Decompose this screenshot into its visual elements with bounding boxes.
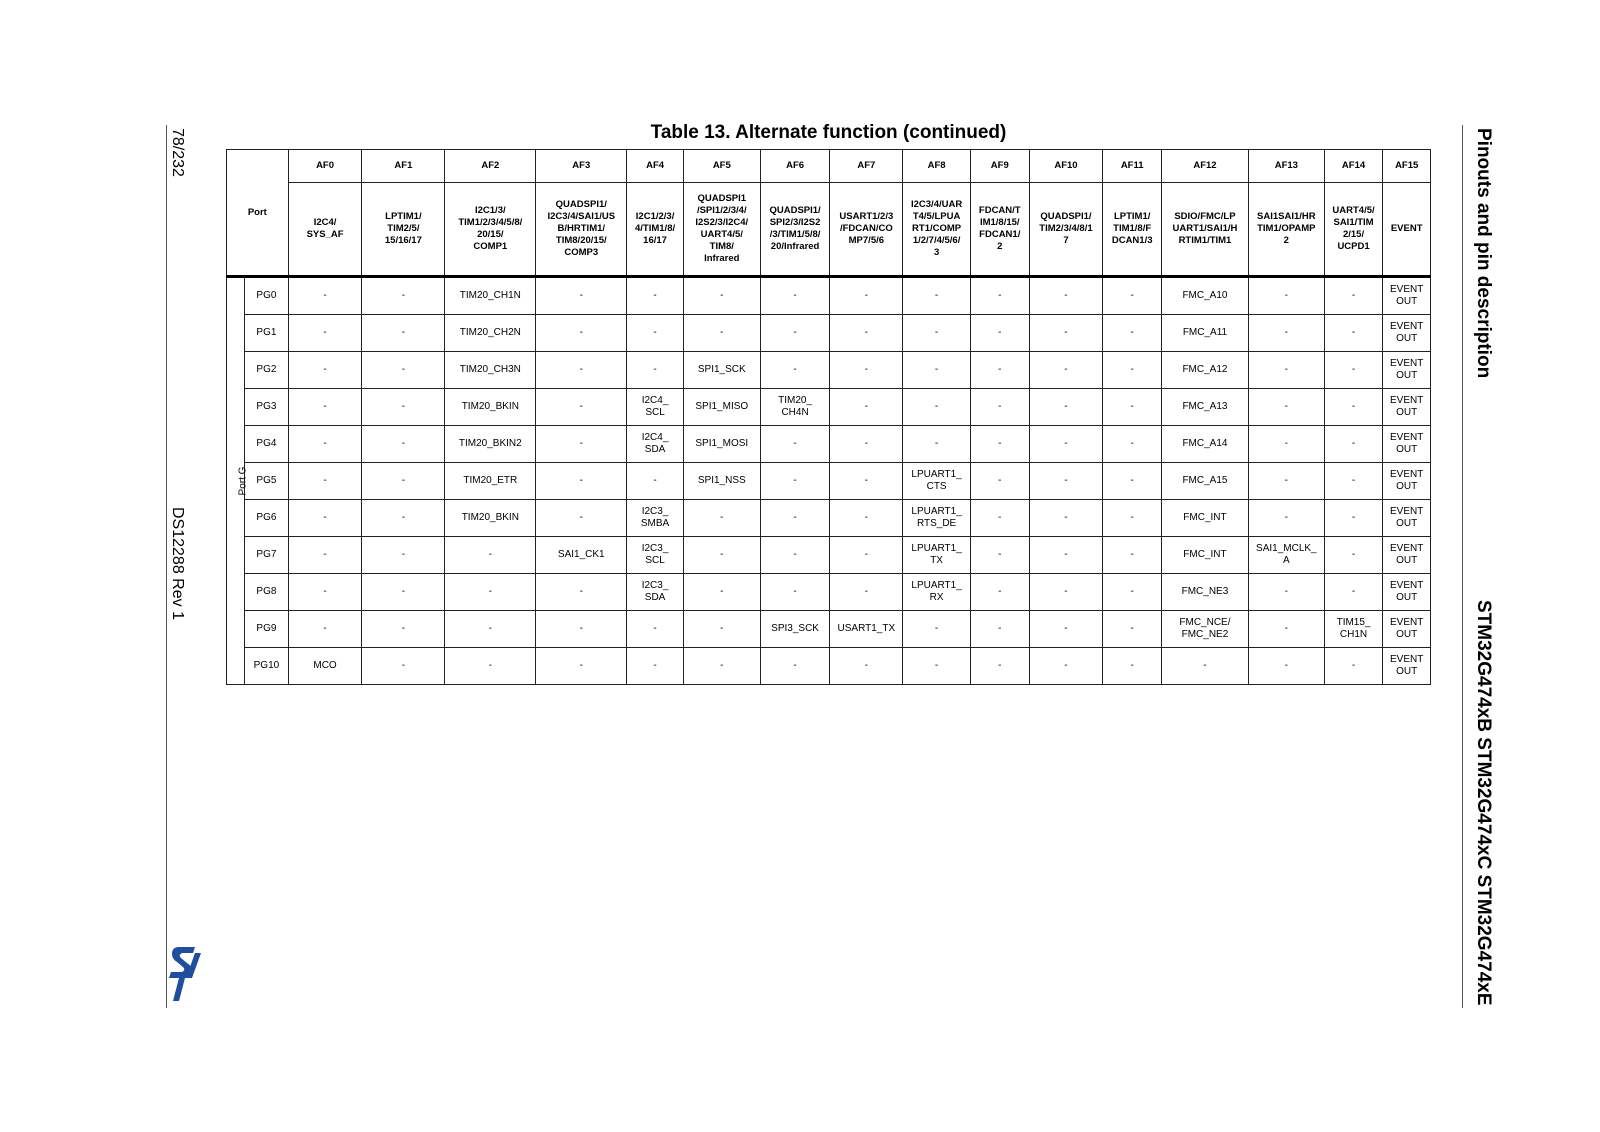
table-cell: - <box>1324 500 1383 537</box>
document-revision: DS12288 Rev 1 <box>169 507 186 620</box>
table-row <box>227 352 1431 389</box>
table-cell: TIM20_BKIN <box>445 389 536 426</box>
table-cell: - <box>830 315 903 352</box>
table-cell: FMC_A12 <box>1161 352 1248 389</box>
table-cell: - <box>362 277 445 315</box>
pin-name: PG1 <box>245 315 288 352</box>
port-group-label <box>227 277 249 685</box>
table-cell: - <box>288 500 362 537</box>
table-cell: - <box>536 611 627 648</box>
table-cell: - <box>1029 611 1103 648</box>
table-cell: I2C3_ SDA <box>627 574 684 611</box>
table-cell: - <box>1248 463 1324 500</box>
table-cell: - <box>445 611 536 648</box>
table-row <box>227 537 1431 574</box>
table-cell: - <box>362 463 445 500</box>
table-cell: - <box>627 352 684 389</box>
af-header-row <box>227 150 1431 183</box>
table-cell: - <box>445 648 536 685</box>
table-title: Table 13. Alternate function (continued) <box>650 122 1007 143</box>
table-row <box>227 426 1431 463</box>
table-cell: SPI1_NSS <box>683 463 760 500</box>
table-cell: I2C3_ SMBA <box>627 500 684 537</box>
table-cell: - <box>683 574 760 611</box>
table-cell: - <box>1029 463 1103 500</box>
table-cell: TIM20_CH1N <box>445 277 536 315</box>
table-cell: - <box>830 277 903 315</box>
table-cell: - <box>288 315 362 352</box>
table-cell: EVENT OUT <box>1383 500 1431 537</box>
function-header-af6: QUADSPI1/ SPI2/3/I2S2 /3/TIM1/5/8/ 20/Infrared <box>760 183 830 277</box>
pin-name: PG3 <box>245 389 288 426</box>
af-header-af2: AF2 <box>445 150 536 183</box>
table-cell: - <box>830 426 903 463</box>
table-cell: FMC_A14 <box>1161 426 1248 463</box>
table-cell: FMC_A10 <box>1161 277 1248 315</box>
table-cell: - <box>288 426 362 463</box>
table-cell: TIM20_ETR <box>445 463 536 500</box>
table-cell: - <box>627 611 684 648</box>
function-header-af2: I2C1/3/ TIM1/2/3/4/5/8/ 20/15/ COMP1 <box>445 183 536 277</box>
pin-name: PG9 <box>245 611 288 648</box>
left-margin-line <box>166 125 167 1008</box>
table-cell: - <box>683 500 760 537</box>
af-header-af0: AF0 <box>288 150 362 183</box>
table-cell: TIM15_ CH1N <box>1324 611 1383 648</box>
function-header-af10: QUADSPI1/ TIM2/3/4/8/1 7 <box>1029 183 1103 277</box>
table-row <box>227 315 1431 352</box>
table-cell: - <box>903 315 971 352</box>
table-cell: - <box>760 574 830 611</box>
table-cell: SPI3_SCK <box>760 611 830 648</box>
table-cell: TIM20_ CH4N <box>760 389 830 426</box>
table-cell: - <box>627 315 684 352</box>
function-header-af0: I2C4/ SYS_AF <box>288 183 362 277</box>
table-cell: - <box>760 648 830 685</box>
table-cell: TIM20_CH2N <box>445 315 536 352</box>
table-cell: - <box>1029 574 1103 611</box>
table-cell: - <box>830 352 903 389</box>
af-header-af4: AF4 <box>627 150 684 183</box>
table-cell: - <box>627 648 684 685</box>
table-cell: - <box>1324 463 1383 500</box>
table-cell: - <box>288 611 362 648</box>
function-header-af12: SDIO/FMC/LP UART1/SAI1/H RTIM1/TIM1 <box>1161 183 1248 277</box>
function-header-row <box>227 183 1431 277</box>
table-cell: - <box>288 277 362 315</box>
table-cell: - <box>362 537 445 574</box>
table-cell: - <box>970 463 1029 500</box>
table-cell: SPI1_SCK <box>683 352 760 389</box>
function-header-af15: EVENT <box>1383 183 1431 277</box>
table-cell: - <box>1103 537 1162 574</box>
function-header-af1: LPTIM1/ TIM2/5/ 15/16/17 <box>362 183 445 277</box>
port-header: Port <box>227 150 289 277</box>
table-cell: FMC_NCE/ FMC_NE2 <box>1161 611 1248 648</box>
table-cell: - <box>1103 352 1162 389</box>
table-cell: - <box>1324 648 1383 685</box>
table-cell: - <box>362 389 445 426</box>
table-cell: - <box>903 389 971 426</box>
table-cell: - <box>830 574 903 611</box>
table-cell: - <box>830 537 903 574</box>
table-cell: - <box>970 648 1029 685</box>
table-cell: - <box>1029 648 1103 685</box>
table-cell: - <box>1248 574 1324 611</box>
af-header-af10: AF10 <box>1029 150 1103 183</box>
table-cell: - <box>1324 277 1383 315</box>
af-header-af7: AF7 <box>830 150 903 183</box>
table-cell: - <box>830 648 903 685</box>
pin-name: PG8 <box>245 574 288 611</box>
table-cell: TIM20_CH3N <box>445 352 536 389</box>
table-cell: - <box>830 500 903 537</box>
pin-name: PG5 <box>245 463 288 500</box>
table-cell: FMC_A15 <box>1161 463 1248 500</box>
pin-name: PG7 <box>245 537 288 574</box>
table-cell: EVENT OUT <box>1383 611 1431 648</box>
table-cell: I2C3_ SCL <box>627 537 684 574</box>
table-cell: - <box>903 426 971 463</box>
table-cell: MCO <box>288 648 362 685</box>
table-cell: - <box>1029 277 1103 315</box>
table-cell: TIM20_BKIN2 <box>445 426 536 463</box>
af-header-af8: AF8 <box>903 150 971 183</box>
table-cell: - <box>536 389 627 426</box>
table-cell: EVENT OUT <box>1383 352 1431 389</box>
table-cell: SAI1_CK1 <box>536 537 627 574</box>
table-cell: FMC_INT <box>1161 500 1248 537</box>
table-row <box>227 574 1431 611</box>
table-cell: EVENT OUT <box>1383 389 1431 426</box>
af-header-af15: AF15 <box>1383 150 1431 183</box>
table-cell: - <box>830 463 903 500</box>
table-cell: TIM20_BKIN <box>445 500 536 537</box>
table-cell: SAI1_MCLK_ A <box>1248 537 1324 574</box>
function-header-af7: USART1/2/3 /FDCAN/CO MP7/5/6 <box>830 183 903 277</box>
function-header-af9: FDCAN/T IM1/8/15/ FDCAN1/ 2 <box>970 183 1029 277</box>
table-cell: - <box>445 574 536 611</box>
table-cell: EVENT OUT <box>1383 277 1431 315</box>
table-cell: - <box>1248 426 1324 463</box>
table-row <box>227 277 1431 315</box>
table-cell: - <box>1248 500 1324 537</box>
table-cell: - <box>536 352 627 389</box>
table-cell: I2C4_ SCL <box>627 389 684 426</box>
table-cell: - <box>1029 389 1103 426</box>
table-cell: - <box>1103 500 1162 537</box>
table-cell: I2C4_ SDA <box>627 426 684 463</box>
table-cell: - <box>288 352 362 389</box>
table-cell: - <box>1324 352 1383 389</box>
table-cell: - <box>1029 500 1103 537</box>
table-cell: - <box>1248 611 1324 648</box>
pin-name: PG10 <box>245 648 288 685</box>
table-cell: - <box>903 277 971 315</box>
table-cell: USART1_TX <box>830 611 903 648</box>
table-cell: - <box>1103 277 1162 315</box>
af-header-af3: AF3 <box>536 150 627 183</box>
table-cell: - <box>683 537 760 574</box>
table-cell: - <box>445 537 536 574</box>
table-cell: EVENT OUT <box>1383 315 1431 352</box>
table-cell: - <box>1248 389 1324 426</box>
table-row <box>227 648 1431 685</box>
table-cell: - <box>760 537 830 574</box>
table-cell: - <box>288 463 362 500</box>
table-cell: - <box>627 463 684 500</box>
st-logo-icon <box>169 945 201 1003</box>
table-cell: - <box>760 315 830 352</box>
table-cell: - <box>1103 389 1162 426</box>
table-cell: - <box>536 648 627 685</box>
table-cell: - <box>1103 426 1162 463</box>
table-cell: FMC_A13 <box>1161 389 1248 426</box>
table-cell: - <box>536 426 627 463</box>
af-header-af13: AF13 <box>1248 150 1324 183</box>
table-cell: EVENT OUT <box>1383 426 1431 463</box>
section-title: Pinouts and pin description <box>1473 128 1494 379</box>
function-header-af11: LPTIM1/ TIM1/8/F DCAN1/3 <box>1103 183 1162 277</box>
table-cell: EVENT OUT <box>1383 537 1431 574</box>
table-cell: - <box>760 426 830 463</box>
table-cell: EVENT OUT <box>1383 574 1431 611</box>
function-header-af13: SAI1SAI1/HR TIM1/OPAMP 2 <box>1248 183 1324 277</box>
pin-name: PG0 <box>245 277 288 315</box>
table-cell: - <box>970 277 1029 315</box>
table-cell: - <box>536 500 627 537</box>
table-cell: - <box>830 389 903 426</box>
table-cell: - <box>1029 352 1103 389</box>
table-cell: - <box>627 277 684 315</box>
af-header-af9: AF9 <box>970 150 1029 183</box>
table-cell: LPUART1_ RX <box>903 574 971 611</box>
table-cell: - <box>1103 463 1162 500</box>
table-cell: - <box>970 389 1029 426</box>
table-cell: - <box>1248 352 1324 389</box>
table-cell: - <box>903 352 971 389</box>
pin-name: PG6 <box>245 500 288 537</box>
af-header-af6: AF6 <box>760 150 830 183</box>
table-cell: - <box>1161 648 1248 685</box>
table-cell: - <box>1248 315 1324 352</box>
table-cell: - <box>760 500 830 537</box>
table-cell: - <box>362 500 445 537</box>
table-cell: - <box>1248 648 1324 685</box>
table-cell: - <box>536 463 627 500</box>
table-row <box>227 611 1431 648</box>
table-cell: SPI1_MISO <box>683 389 760 426</box>
product-title: STM32G474xB STM32G474xC STM32G474xE <box>1473 600 1494 1006</box>
table-cell: - <box>362 574 445 611</box>
pin-name: PG4 <box>245 426 288 463</box>
table-body <box>227 277 1431 685</box>
table-cell: - <box>362 648 445 685</box>
table-cell: - <box>1029 537 1103 574</box>
table-cell: - <box>683 611 760 648</box>
function-header-af4: I2C1/2/3/ 4/TIM1/8/ 16/17 <box>627 183 684 277</box>
table-cell: - <box>1103 574 1162 611</box>
table-cell: - <box>970 611 1029 648</box>
table-cell: - <box>536 315 627 352</box>
table-cell: - <box>760 277 830 315</box>
table-row <box>227 389 1431 426</box>
pin-name: PG2 <box>245 352 288 389</box>
table-cell: - <box>288 537 362 574</box>
table-cell: - <box>362 426 445 463</box>
table-cell: - <box>683 315 760 352</box>
alternate-function-table <box>226 149 1431 685</box>
table-cell: - <box>1324 574 1383 611</box>
af-header-af11: AF11 <box>1103 150 1162 183</box>
table-cell: - <box>1029 426 1103 463</box>
table-cell: FMC_A11 <box>1161 315 1248 352</box>
table-cell: - <box>536 574 627 611</box>
table-cell: LPUART1_ TX <box>903 537 971 574</box>
table-cell: FMC_NE3 <box>1161 574 1248 611</box>
table-cell: - <box>536 277 627 315</box>
table-cell: - <box>1248 277 1324 315</box>
port-group-text: Port G <box>237 466 249 496</box>
table-cell: - <box>970 574 1029 611</box>
table-cell: - <box>288 389 362 426</box>
table-cell: - <box>1324 426 1383 463</box>
table-cell: - <box>760 463 830 500</box>
table-cell: - <box>362 611 445 648</box>
af-header-af5: AF5 <box>683 150 760 183</box>
af-header-af14: AF14 <box>1324 150 1383 183</box>
table-cell: - <box>362 315 445 352</box>
function-header-af8: I2C3/4/UAR T4/5/LPUA RT1/COMP 1/2/7/4/5/6/ 3 <box>903 183 971 277</box>
table-row <box>227 463 1431 500</box>
function-header-af14: UART4/5/ SAI1/TIM 2/15/ UCPD1 <box>1324 183 1383 277</box>
af-header-af12: AF12 <box>1161 150 1248 183</box>
table-cell: - <box>288 574 362 611</box>
table-cell: EVENT OUT <box>1383 648 1431 685</box>
page-number: 78/232 <box>169 128 186 177</box>
table-cell: - <box>1324 389 1383 426</box>
right-margin-line <box>1462 125 1463 1008</box>
table-cell: - <box>1324 315 1383 352</box>
table-cell: LPUART1_ CTS <box>903 463 971 500</box>
table-cell: - <box>970 500 1029 537</box>
table-cell: - <box>1103 648 1162 685</box>
table-cell: - <box>1029 315 1103 352</box>
table-cell: - <box>970 537 1029 574</box>
table-cell: - <box>903 611 971 648</box>
table-cell: - <box>1324 537 1383 574</box>
table-cell: - <box>903 648 971 685</box>
table-cell: - <box>1103 611 1162 648</box>
table-cell: LPUART1_ RTS_DE <box>903 500 971 537</box>
function-header-af3: QUADSPI1/ I2C3/4/SAI1/US B/HRTIM1/ TIM8/20/15/ COMP3 <box>536 183 627 277</box>
table-cell: FMC_INT <box>1161 537 1248 574</box>
function-header-af5: QUADSPI1 /SPI1/2/3/4/ I2S2/3/I2C4/ UART4/5/ TIM8/ Infrared <box>683 183 760 277</box>
table-cell: - <box>362 352 445 389</box>
table-cell: EVENT OUT <box>1383 463 1431 500</box>
table-cell: - <box>970 315 1029 352</box>
table-cell: - <box>970 352 1029 389</box>
table-cell: - <box>970 426 1029 463</box>
af-header-af1: AF1 <box>362 150 445 183</box>
table-cell: - <box>683 648 760 685</box>
table-cell: - <box>1103 315 1162 352</box>
table-cell: - <box>683 277 760 315</box>
table-cell: - <box>760 352 830 389</box>
table-cell: SPI1_MOSI <box>683 426 760 463</box>
table-row <box>227 500 1431 537</box>
